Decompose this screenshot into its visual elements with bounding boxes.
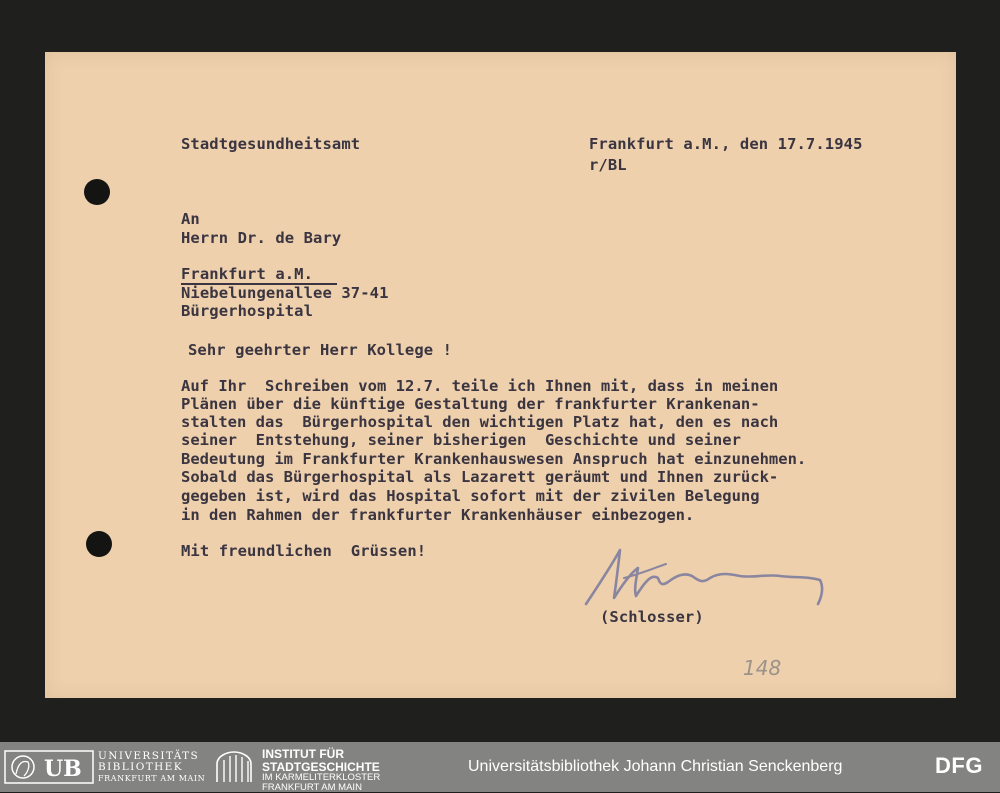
isg-line-2: STADTGESCHICHTE — [262, 759, 380, 774]
recipient-institution: Bürgerhospital — [181, 302, 314, 320]
dfg-logo[interactable]: DFG — [935, 753, 983, 778]
svg-text:UB: UB — [44, 756, 82, 782]
library-name[interactable]: Universitätsbibliothek Johann Christian Senckenberg — [468, 758, 843, 775]
body-line: in den Rahmen der frankfurter Krankenhäuser einbezogen. — [181, 506, 695, 524]
handwritten-signature — [580, 538, 830, 612]
ub-logo-icon[interactable] — [4, 750, 94, 784]
recipient-name: Herrn Dr. de Bary — [181, 229, 342, 247]
ub-line-2: BIBLIOTHEK — [98, 761, 183, 773]
isg-line-3: IM KARMELITERKLOSTER — [262, 772, 381, 783]
body-line: stalten das Bürgerhospital den wichtigen Platz hat, den es nach — [181, 413, 779, 431]
ub-line-3: FRANKFURT AM MAIN — [98, 774, 206, 783]
body-line: seiner Entstehung, seiner bisherigen Geschichte und seiner — [181, 431, 741, 449]
closing: Mit freundlichen Grüssen! — [181, 542, 427, 560]
isg-logo-icon[interactable] — [213, 750, 255, 784]
signatory-name: (Schlosser) — [600, 608, 704, 626]
recipient-street: Niebelungenallee 37-41 — [181, 284, 389, 302]
salutation: Sehr geehrter Herr Kollege ! — [188, 341, 453, 359]
body-line: Bedeutung im Frankfurter Krankenhauswesen Anspruch hat einzunehmen. — [181, 450, 807, 468]
place-date: Frankfurt a.M., den 17.7.1945 — [589, 135, 863, 153]
recipient-city: Frankfurt a.M. — [181, 265, 314, 283]
ub-wordmark — [98, 751, 205, 784]
archive-page-number: 148 — [743, 656, 782, 680]
reference-code: r/BL — [589, 156, 627, 174]
punch-hole-bottom — [86, 531, 112, 557]
isg-line-1: INSTITUT FÜR — [262, 747, 344, 761]
body-line: Auf Ihr Schreiben vom 12.7. teile ich Ihnen mit, dass in meinen — [181, 377, 779, 395]
sender-office: Stadtgesundheitsamt — [181, 135, 361, 153]
ub-line-1: UNIVERSITÄTS — [98, 750, 200, 762]
recipient-to: An — [181, 210, 200, 228]
body-line: Plänen über die künftige Gestaltung der frankfurter Krankenan- — [181, 395, 760, 413]
isg-wordmark — [262, 748, 380, 793]
footer-bar — [0, 742, 1000, 792]
body-line: Sobald das Bürgerhospital als Lazarett geräumt und Ihnen zurück- — [181, 468, 779, 486]
body-line: gegeben ist, wird das Hospital sofort mit der zivilen Belegung — [181, 487, 760, 505]
isg-line-4: FRANKFURT AM MAIN — [262, 782, 362, 793]
punch-hole-top — [84, 179, 110, 205]
